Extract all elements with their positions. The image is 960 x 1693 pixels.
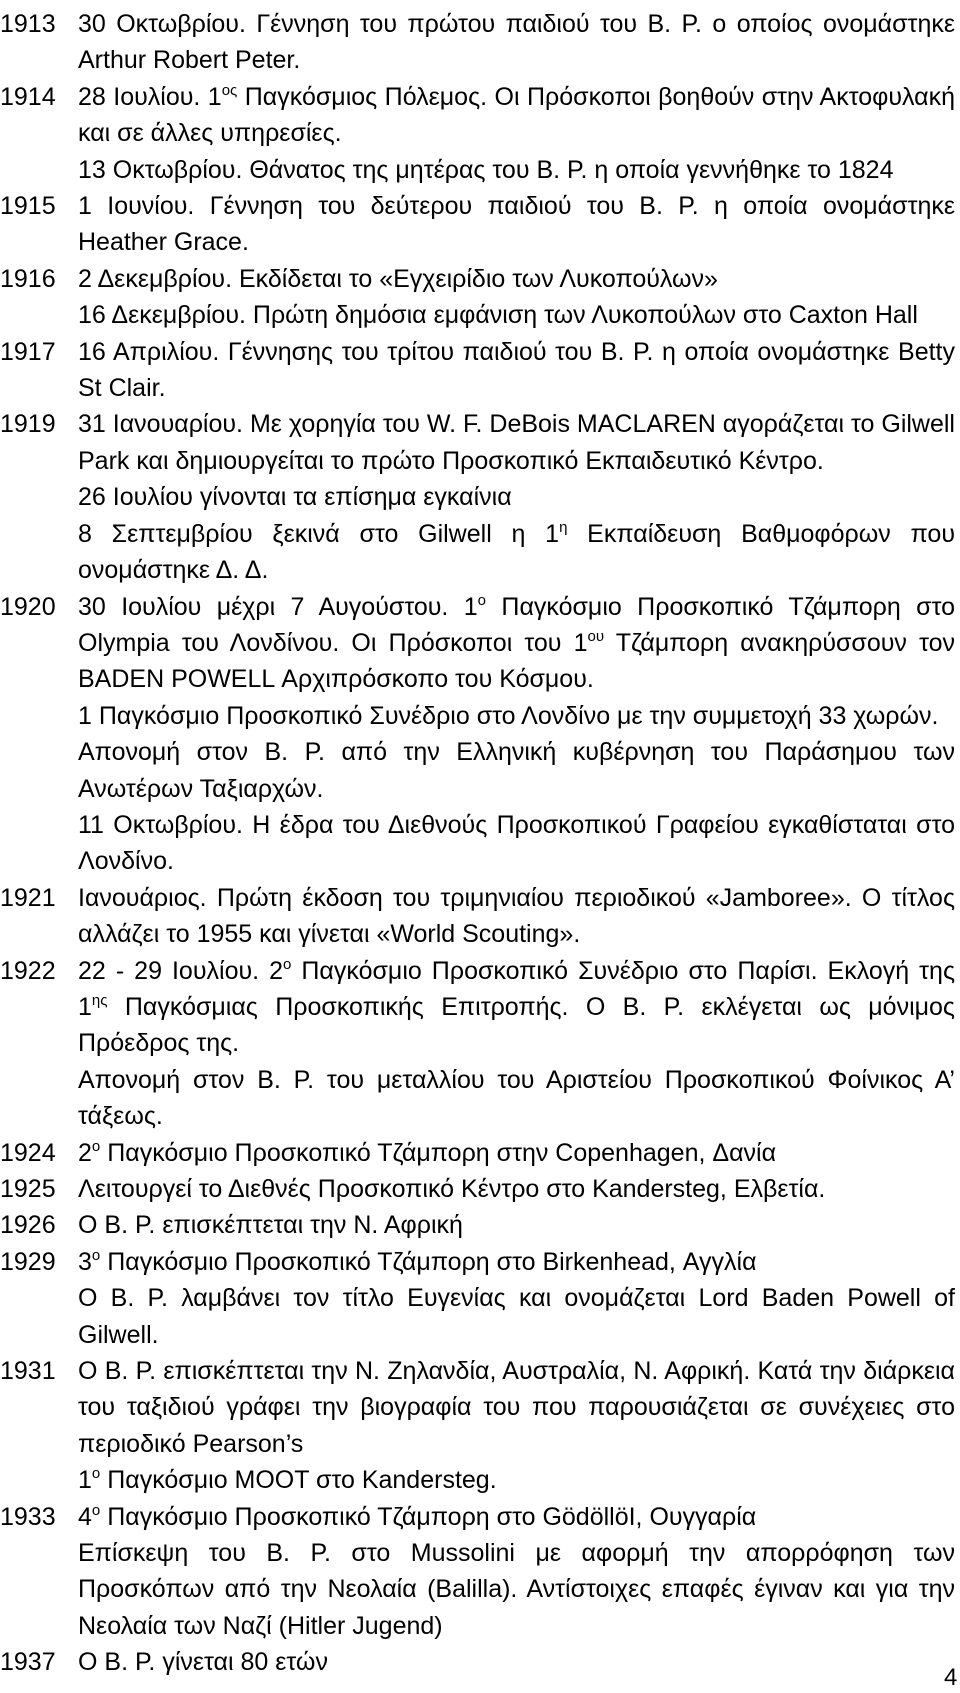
- timeline-entry: [0, 1644, 955, 1680]
- event-text: [78, 6, 955, 79]
- text-segment: 2 Δεκεμβρίου. Εκδίδεται το «Εγχειρίδιο των Λυκοπούλων»: [78, 264, 718, 293]
- event-text: [78, 1644, 955, 1680]
- text-segment: Τζάμπορη ανακηρύσσουν τον BADEN POWELL Αρχιπρόσκοπο του Κόσμου.: [78, 628, 955, 694]
- event-text: [78, 1135, 955, 1171]
- event-list: [78, 6, 955, 79]
- year-label: 1937: [0, 1648, 56, 1677]
- event-list: [78, 1499, 955, 1645]
- text-segment: 26 Ιουλίου γίνονται τα επίσημα εγκαίνια: [78, 483, 512, 512]
- year-label: 1926: [0, 1211, 56, 1240]
- text-segment: 1 Ιουνίου. Γέννηση του δεύτερου παιδιού του Β. Ρ. η οποία ονομάστηκε Heather Grace.: [78, 192, 955, 257]
- year-label: 1933: [0, 1502, 56, 1531]
- timeline-entry: [0, 334, 955, 407]
- year-label: 1915: [0, 192, 56, 221]
- event-list: [78, 334, 955, 407]
- text-segment: 28 Ιουλίου. 1: [78, 82, 222, 111]
- timeline-entry: [0, 1353, 955, 1499]
- text-segment: 16 Απριλίου. Γέννησης του τρίτου παιδιού του Β. Ρ. η οποία ονομάστηκε Betty St Clair.: [78, 337, 955, 403]
- year-label: 1924: [0, 1138, 56, 1167]
- text-segment: Ο Β. Ρ. γίνεται 80 ετών: [78, 1648, 328, 1677]
- text-segment: Παγκόσμιο MOOT στο Kandersteg.: [100, 1466, 497, 1495]
- event-text: [78, 1353, 955, 1462]
- ordinal-suffix: ος: [221, 81, 238, 99]
- event-list: [78, 589, 955, 880]
- timeline-entry: [0, 589, 955, 880]
- event-text: [78, 698, 955, 734]
- timeline-entry: [0, 261, 955, 334]
- event-text: [78, 261, 955, 297]
- event-text: [78, 589, 955, 698]
- event-list: [78, 261, 955, 334]
- event-text: [78, 1062, 955, 1135]
- timeline-entry: [0, 1244, 955, 1353]
- year-label: 1914: [0, 82, 56, 111]
- year-label: 1913: [0, 10, 56, 38]
- ordinal-suffix: ο: [91, 1465, 101, 1483]
- ordinal-suffix: η: [559, 518, 568, 536]
- text-segment: Ο Β. Ρ. λαμβάνει τον τίτλο Ευγενίας και ονομάζεται Lord Baden Powell of Gilwell.: [78, 1284, 955, 1349]
- timeline-entry: [0, 1499, 955, 1645]
- ordinal-suffix: ο: [283, 955, 292, 973]
- text-segment: 30 Οκτωβρίου. Γέννηση του πρώτου παιδιού του Β. Ρ. ο οποίος ονομάστηκε Arthur Robert Peter.: [78, 10, 955, 75]
- event-text: [78, 1207, 955, 1243]
- event-list: [78, 1207, 955, 1243]
- text-segment: Παγκόσμιο Προσκοπικό Τζάμπορη στο Birkenhead, Αγγλία: [100, 1247, 757, 1276]
- event-list: [78, 1171, 955, 1207]
- event-text: [78, 1535, 955, 1644]
- text-segment: 11 Οκτωβρίου. Η έδρα του Διεθνούς Προσκοπικού Γραφείου εγκαθίσταται στο Λονδίνο.: [78, 810, 955, 876]
- text-segment: 22 - 29 Ιουλίου. 2: [78, 956, 284, 985]
- text-segment: Απονομή στον Β. Ρ. από την Ελληνική κυβέρνηση του Παράσημου των Ανωτέρων Ταξιαρχών.: [78, 738, 955, 803]
- event-list: [78, 406, 955, 588]
- page-number: 4: [944, 1664, 958, 1691]
- timeline-entry: [0, 1207, 955, 1243]
- year-label: 1916: [0, 264, 56, 293]
- timeline-entry: [0, 1171, 955, 1207]
- event-list: [78, 188, 955, 261]
- timeline-entry: [0, 1135, 955, 1171]
- text-segment: 8 Σεπτεμβρίου ξεκινά στο Gilwell η 1: [78, 519, 560, 548]
- text-segment: 1 Παγκόσμιο Προσκοπικό Συνέδριο στο Λονδίνο με την συμμετοχή 33 χωρών.: [78, 701, 939, 730]
- text-segment: Παγκόσμιο Προσκοπικό Συνέδριο στο Παρίσι. Εκλογή της 1: [78, 956, 955, 1021]
- ordinal-suffix: ου: [587, 627, 605, 645]
- text-segment: Παγκόσμιας Προσκοπικής Επιτροπής. Ο Β. Ρ. εκλέγεται ως μόνιμος Πρόεδρος της.: [78, 992, 955, 1058]
- event-text: [78, 953, 955, 1062]
- event-text: [78, 1462, 955, 1498]
- timeline: [0, 6, 955, 1681]
- timeline-entry: [0, 406, 955, 588]
- timeline-entry: [0, 953, 955, 1135]
- event-text: [78, 734, 955, 807]
- event-list: [78, 880, 955, 953]
- timeline-entry: [0, 880, 955, 953]
- year-label: 1929: [0, 1247, 56, 1276]
- text-segment: Παγκόσμιο Προσκοπικό Τζάμπορη στο Olympia του Λονδίνου. Οι Πρόσκοποι του 1: [78, 592, 955, 657]
- event-text: [78, 1171, 955, 1207]
- event-text: [78, 1499, 955, 1535]
- timeline-entry: [0, 188, 955, 261]
- text-segment: 1: [78, 1466, 92, 1495]
- event-text: [78, 79, 955, 152]
- text-segment: Απονομή στον Β. Ρ. του μεταλλίου του Αριστείου Προσκοπικού Φοίνικος Α’ τάξεως.: [78, 1065, 955, 1131]
- event-list: [78, 953, 955, 1135]
- text-segment: Παγκόσμιο Προσκοπικό Τζάμπορη στην Copenhagen, Δανία: [100, 1138, 777, 1167]
- event-text: [78, 807, 955, 880]
- text-segment: 4: [78, 1502, 92, 1531]
- year-label: 1917: [0, 337, 56, 366]
- year-label: 1919: [0, 410, 56, 439]
- event-text: [78, 297, 955, 333]
- year-label: 1925: [0, 1175, 56, 1203]
- text-segment: Ο Β. Ρ. επισκέπτεται την Ν. Αφρική: [78, 1211, 463, 1240]
- event-text: [78, 516, 955, 589]
- text-segment: Εκπαίδευση Βαθμοφόρων που ονομάστηκε Δ. Δ.: [78, 519, 955, 585]
- event-text: [78, 880, 955, 953]
- event-list: [78, 1135, 955, 1171]
- ordinal-suffix: ο: [477, 591, 486, 609]
- text-segment: 30 Ιουλίου μέχρι 7 Αυγούστου. 1: [78, 592, 478, 621]
- event-list: [78, 1353, 955, 1499]
- text-segment: 3: [78, 1247, 92, 1276]
- year-label: 1920: [0, 592, 56, 621]
- ordinal-suffix: ης: [91, 991, 108, 1009]
- text-segment: Λειτουργεί το Διεθνές Προσκοπικό Κέντρο στο Kandersteg, Ελβετία.: [78, 1175, 826, 1203]
- year-label: 1921: [0, 883, 56, 912]
- event-text: [78, 406, 955, 479]
- timeline-entry: [0, 6, 955, 79]
- text-segment: 13 Οκτωβρίου. Θάνατος της μητέρας του Β. Ρ. η οποία γεννήθηκε το 1824: [78, 155, 894, 184]
- event-list: [78, 79, 955, 188]
- event-text: [78, 1244, 955, 1280]
- ordinal-suffix: ο: [91, 1246, 101, 1264]
- text-segment: Παγκόσμιο Προσκοπικό Τζάμπορη στο GӧdӧllӧΙ, Ουγγαρία: [100, 1502, 757, 1531]
- timeline-entry: [0, 79, 955, 188]
- event-text: [78, 188, 955, 261]
- event-text: [78, 334, 955, 407]
- ordinal-suffix: ο: [91, 1501, 101, 1519]
- text-segment: 31 Ιανουαρίου. Με χορηγία του W. F. DeBois MACLAREN αγοράζεται το Gilwell Park και δημιουργείται το πρώτο Προσκοπικό Εκπαιδευτικό Κέντρο.: [78, 410, 955, 475]
- event-text: [78, 1280, 955, 1353]
- text-segment: 16 Δεκεμβρίου. Πρώτη δημόσια εμφάνιση των Λυκοπούλων στο Caxton Hall: [78, 301, 918, 330]
- text-segment: Επίσκεψη του Β. Ρ. στο Mussolini με αφορμή την απορρόφηση των Προσκόπων από την Νεολαία (Balilla). Αντίστοιχες επαφές έγιναν και για την Νεολαία των Ναζί (Hitler Jugend): [78, 1539, 955, 1640]
- event-list: [78, 1244, 955, 1353]
- event-list: [78, 1644, 955, 1680]
- event-text: [78, 152, 955, 188]
- text-segment: Ιανουάριος. Πρώτη έκδοση του τριμηνιαίου περιοδικού «Jamboree». Ο τίτλος αλλάζει το 1955 και γίνεται «World Scouting».: [78, 883, 955, 949]
- year-label: 1931: [0, 1357, 56, 1386]
- text-segment: 2: [78, 1138, 92, 1167]
- text-segment: Ο Β. Ρ. επισκέπτεται την Ν. Ζηλανδία, Αυστραλία, Ν. Αφρική. Κατά την διάρκεια του ταξιδιού γράφει την βιογραφία του που παρουσιάζεται σε συνέχειες στο περιοδικό Pearson’s: [78, 1357, 955, 1458]
- year-label: 1922: [0, 956, 56, 985]
- text-segment: Παγκόσμιος Πόλεμος. Οι Πρόσκοποι βοηθούν στην Ακτοφυλακή και σε άλλες υπηρεσίες.: [78, 82, 955, 148]
- ordinal-suffix: ο: [91, 1137, 101, 1155]
- event-text: [78, 479, 955, 515]
